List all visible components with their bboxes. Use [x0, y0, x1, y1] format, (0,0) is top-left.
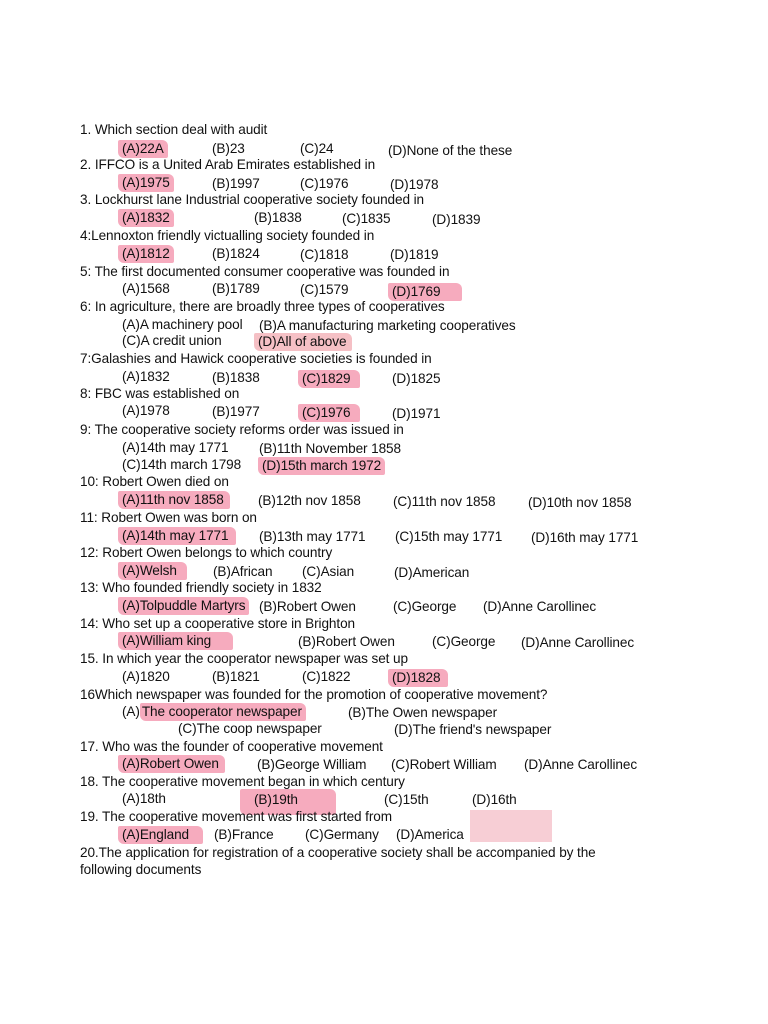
option-19b: (B)France [214, 827, 274, 842]
question-2: 2. IFFCO is a United Arab Emirates established in [80, 157, 376, 172]
option-18d: (D)16th [472, 792, 517, 807]
option-13a: (A)Tolpuddle Martyrs [122, 598, 249, 614]
option-17b: (B)George William [257, 757, 367, 772]
option-3a: (A)1832 [122, 210, 174, 226]
option-6d: (D)All of above [258, 334, 352, 350]
option-1a: (A)22A [122, 141, 168, 157]
option-10a: (A)11th nov 1858 [122, 492, 230, 508]
question-20-continuation: following documents [80, 862, 202, 877]
question-3: 3. Lockhurst lane Industrial cooperative society founded in [80, 192, 424, 207]
option-4c: (C)1818 [300, 247, 349, 262]
question-6: 6: In agriculture, there are broadly three types of cooperatives [80, 299, 445, 314]
option-2c: (C)1976 [300, 176, 349, 191]
option-13c: (C)George [393, 599, 457, 614]
option-8a: (A)1978 [122, 403, 170, 418]
option-4a: (A)1812 [122, 246, 174, 262]
option-4d: (D)1819 [390, 247, 439, 262]
option-5d: (D)1769 [392, 284, 462, 300]
option-5b: (B)1789 [212, 281, 260, 296]
option-1d: (D)None of the these [388, 143, 513, 158]
option-7b: (B)1838 [212, 370, 260, 385]
option-19d: (D)America [396, 827, 464, 842]
option-19c: (C)Germany [305, 827, 379, 842]
question-20: 20.The application for registration of a cooperative society shall be accompanied by the [80, 845, 596, 860]
option-7a: (A)1832 [122, 369, 170, 384]
option-3c: (C)1835 [342, 211, 391, 226]
option-2d: (D)1978 [390, 177, 439, 192]
option-18c: (C)15th [384, 792, 429, 807]
blank-highlight-mark [470, 810, 552, 842]
option-6c: (C)A credit union [122, 333, 222, 348]
option-14d: (D)Anne Carollinec [521, 635, 635, 650]
option-18a: (A)18th [122, 791, 166, 806]
option-14b: (B)Robert Owen [298, 634, 395, 649]
option-5a: (A)1568 [122, 281, 170, 296]
option-2b: (B)1997 [212, 176, 260, 191]
option-8b: (B)1977 [212, 404, 260, 419]
option-16b: (B)The Owen newspaper [348, 705, 498, 720]
option-12d: (D)American [394, 565, 470, 580]
option-8c: (C)1976 [302, 405, 360, 421]
question-19: 19. The cooperative movement was first started from [80, 809, 392, 824]
option-17d: (D)Anne Carollinec [524, 757, 638, 772]
option-12a: (A)Welsh [122, 563, 187, 579]
option-9a: (A)14th may 1771 [122, 440, 229, 455]
option-11b: (B)13th may 1771 [259, 529, 366, 544]
option-4b: (B)1824 [212, 246, 260, 261]
option-9d: (D)15th march 1972 [262, 458, 385, 474]
option-16c: (C)The coop newspaper [178, 721, 322, 736]
option-11d: (D)16th may 1771 [531, 530, 639, 545]
option-11c: (C)15th may 1771 [395, 529, 503, 544]
option-8d: (D)1971 [392, 406, 441, 421]
option-7c: (C)1829 [302, 371, 360, 387]
question-18: 18. The cooperative movement began in which century [80, 774, 405, 789]
question-13: 13: Who founded friendly society in 1832 [80, 580, 322, 595]
option-16d: (D)The friend's newspaper [394, 722, 552, 737]
question-15: 15. In which year the cooperator newspaper was set up [80, 651, 408, 666]
question-16: 16Which newspaper was founded for the promotion of cooperative movement? [80, 687, 548, 702]
option-10d: (D)10th nov 1858 [528, 495, 632, 510]
question-8: 8: FBC was established on [80, 386, 240, 401]
option-19a: (A)England [122, 827, 203, 843]
option-16a: (A) The cooperator newspaper [122, 704, 306, 720]
question-17: 17. Who was the founder of cooperative movement [80, 739, 383, 754]
option-12c: (C)Asian [302, 564, 355, 579]
option-1b: (B)23 [212, 141, 245, 156]
option-3d: (D)1839 [432, 212, 481, 227]
option-15c: (C)1822 [302, 669, 351, 684]
question-5: 5: The first documented consumer cooperative was founded in [80, 264, 450, 279]
question-11: 11: Robert Owen was born on [80, 510, 257, 525]
option-14c: (C)George [432, 634, 496, 649]
question-7: 7:Galashies and Hawick cooperative societies is founded in [80, 351, 432, 366]
option-3b: (B)1838 [254, 210, 302, 225]
option-5c: (C)1579 [300, 282, 349, 297]
option-9b: (B)11th November 1858 [259, 441, 401, 456]
option-15d: (D)1828 [392, 670, 448, 686]
question-9: 9: The cooperative society reforms order was issued in [80, 422, 404, 437]
option-10b: (B)12th nov 1858 [258, 493, 361, 508]
option-6b: (B)A manufacturing marketing cooperatives [259, 318, 516, 333]
option-12b: (B)African [213, 564, 273, 579]
option-6a: (A)A machinery pool [122, 317, 243, 332]
option-9c: (C)14th march 1798 [122, 457, 242, 472]
option-2a: (A)1975 [122, 175, 174, 191]
option-14a: (A)William king [122, 633, 233, 649]
option-17a: (A)Robert Owen [122, 756, 225, 772]
option-15b: (B)1821 [212, 669, 260, 684]
question-4: 4:Lennoxton friendly victualling society founded in [80, 228, 375, 243]
option-15a: (A)1820 [122, 669, 170, 684]
option-1c: (C)24 [300, 141, 334, 156]
option-7d: (D)1825 [392, 371, 441, 386]
option-17c: (C)Robert William [391, 757, 497, 772]
option-11a: (A)14th may 1771 [122, 528, 236, 544]
question-12: 12: Robert Owen belongs to which country [80, 545, 333, 560]
question-10: 10: Robert Owen died on [80, 474, 229, 489]
option-10c: (C)11th nov 1858 [393, 494, 496, 509]
option-18b: (B)19th [254, 792, 336, 808]
option-13b: (B)Robert Owen [259, 599, 356, 614]
question-1: 1. Which section deal with audit [80, 122, 268, 137]
option-13d: (D)Anne Carollinec [483, 599, 597, 614]
question-14: 14: Who set up a cooperative store in Brighton [80, 616, 355, 631]
